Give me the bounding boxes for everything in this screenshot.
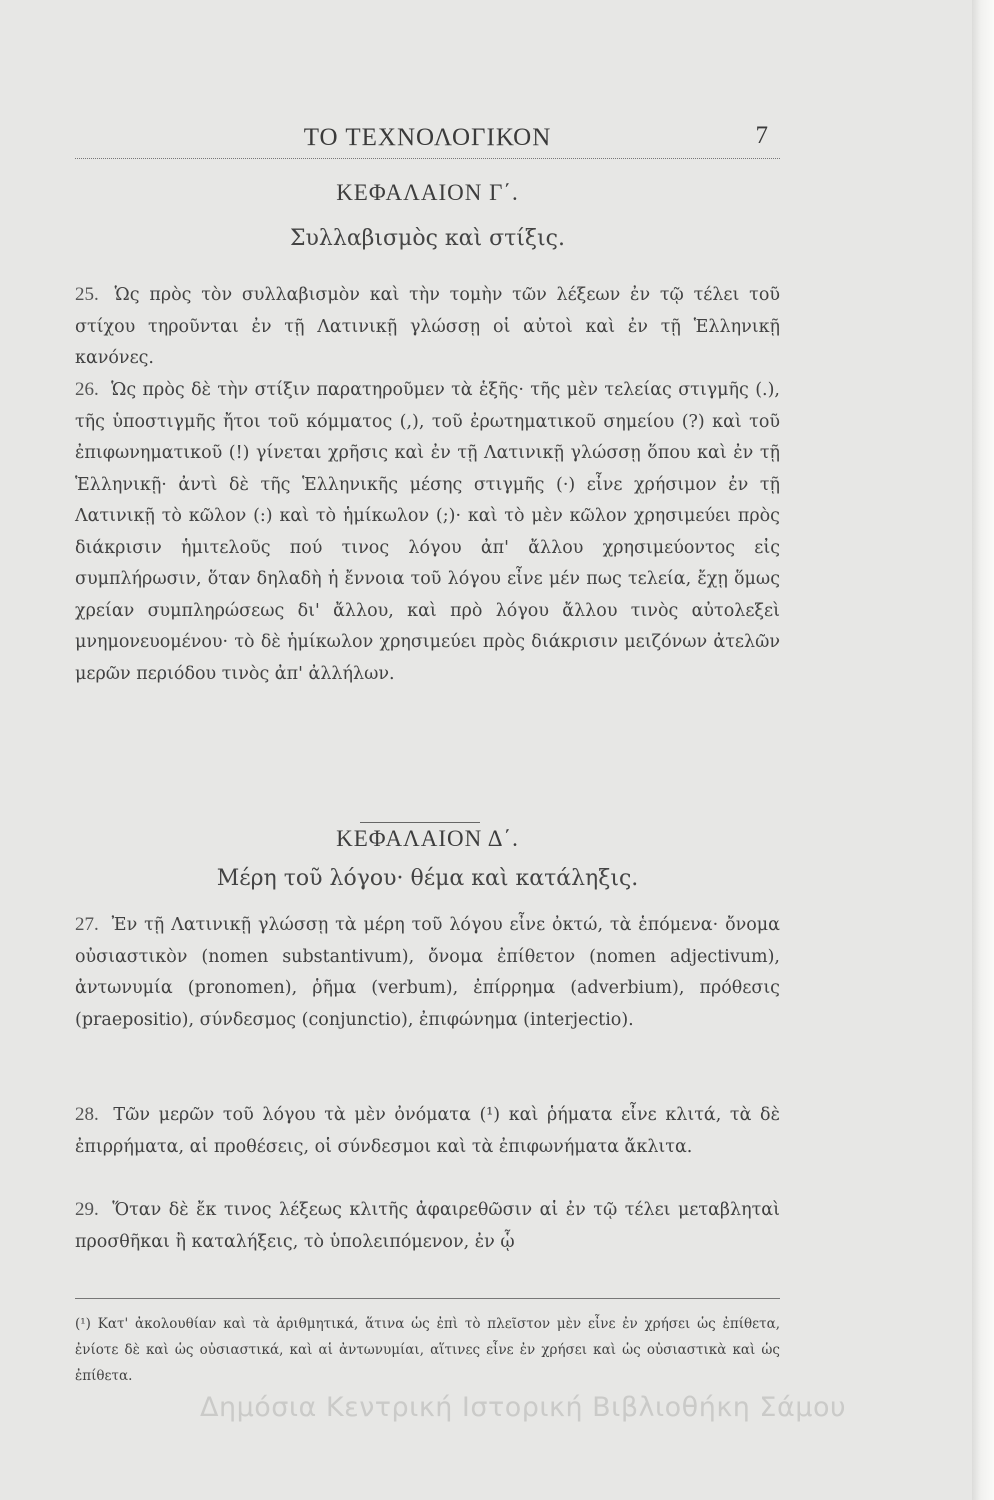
paragraph-number: 26. xyxy=(75,379,99,400)
paragraph-number: 28. xyxy=(75,1104,99,1125)
page-number: 7 xyxy=(755,122,768,149)
chapter-4-heading xyxy=(75,826,780,852)
section-divider xyxy=(360,822,480,823)
library-watermark: Δημόσια Κεντρική Ιστορική Βιβλιοθήκη Σάμου xyxy=(200,1392,847,1423)
paragraph-25 xyxy=(75,279,780,375)
running-header xyxy=(75,122,780,159)
page-edge xyxy=(972,0,994,1500)
paragraph-number: 25. xyxy=(75,284,99,305)
paragraph-text: Τῶν μερῶν τοῦ λόγου τὰ μὲν ὀνόματα (¹) καὶ ῥήματα εἶνε κλιτά, τὰ δὲ ἐπιρρήματα, αἱ προθέσεις, οἱ σύνδεσμοι καὶ τὰ ἐπιφωνήματα ἄκλιτα. xyxy=(75,1105,780,1157)
paragraph-number: 27. xyxy=(75,914,99,935)
paragraph xyxy=(75,1099,780,1163)
paragraph-text: Ὡς πρὸς δὲ τὴν στίξιν παρατηροῦμεν τὰ ἑξῆς· τῆς μὲν τελείας στιγμῆς (.), τῆς ὑποστιγμῆς ἤτοι τοῦ κόμματος (,), τοῦ ἐρωτηματικοῦ σημείου (?) καὶ τοῦ ἐπιφωνηματικοῦ (!) γίνεται χρῆσις καὶ ἐν τῇ Λατινικῇ γλώσσῃ ὅπου καὶ ἐν τῇ Ἑλληνικῇ· ἀντὶ δὲ τῆς Ἑλληνικῆς μέσης στιγμῆς (·) εἶνε χρήσιμον ἐν τῇ Λατινικῇ τὸ κῶλον (:) καὶ τὸ ἡμίκωλον (;)· καὶ τὸ μὲν κῶλον χρησιμεύει πρὸς διάκρισιν ἡμιτελοῦς πού τινος λόγου ἀπ' ἄλλου χρησιμεύοντος εἰς συμπλήρωσιν, ὅταν δηλαδὴ ἡ ἔννοια τοῦ λόγου εἶνε μέν πως τελεία, ἔχῃ ὅμως χρείαν συμπληρώσεως δι' ἄλλου, καὶ πρὸ λόγου ἄλλου τινὸς αὐτολεξεὶ μνημονευομένου· τὸ δὲ ἡμίκωλον χρησιμεύει πρὸς διάκρισιν μειζόνων ἀτελῶν μερῶν περιόδου τινὸς ἀπ' ἀλλήλων. xyxy=(75,380,780,684)
footnote: (¹) Κατ' ἀκολουθίαν καὶ τὰ ἀριθμητικά, ἅτινα ὡς ἐπὶ τὸ πλεῖστον μὲν εἶνε ἐν χρήσει ὡς ἐπίθετα, ἐνίοτε δὲ καὶ ὡς οὐσιαστικά, καὶ αἱ ἀντωνυμίαι, αἵτινες εἶνε ἐν χρήσει καὶ ὡς οὐσιαστικὰ καὶ ὡς ἐπίθετα. xyxy=(75,1298,780,1389)
chapter-4-subtitle-block xyxy=(75,866,780,891)
chapter-heading: ΚΕΦΑΛΑΙΟΝ Δ΄. xyxy=(336,826,519,851)
running-title: ΤΟ ΤΕΧΝΟΛΟΓΙΚΟΝ xyxy=(303,124,552,151)
paragraph-27 xyxy=(75,909,780,1036)
paragraph-number: 29. xyxy=(75,1199,99,1220)
chapter-heading: ΚΕΦΑΛΑΙΟΝ Γ΄. xyxy=(336,180,519,205)
paragraph-text: Ὡς πρὸς τὸν συλλαβισμὸν καὶ τὴν τομὴν τῶν λέξεων ἐν τῷ τέλει τοῦ στίχου τηροῦνται ἐν τῇ Λατινικῇ γλώσσῃ οἱ αὐτοὶ καὶ ἐν τῇ Ἑλληνικῇ κανόνες. xyxy=(75,285,780,368)
paragraph-29 xyxy=(75,1194,780,1258)
paragraph-28 xyxy=(75,1099,780,1163)
chapter-subtitle: Συλλαβισμὸς καὶ στίξις. xyxy=(290,226,565,251)
paragraph-text: Ὅταν δὲ ἔκ τινος λέξεως κλιτῆς ἀφαιρεθῶσιν αἱ ἐν τῷ τέλει μεταβληταὶ προσθῆκαι ἢ καταλήξεις, τὸ ὑπολειπόμενον, ἐν ᾧ xyxy=(75,1200,780,1252)
chapter-3-subtitle-block xyxy=(75,226,780,251)
paragraph xyxy=(75,909,780,1036)
paragraph-text: Ἐν τῇ Λατινικῇ γλώσσῃ τὰ μέρη τοῦ λόγου εἶνε ὀκτώ, τὰ ἑπόμενα· ὄνομα οὐσιαστικὸν (nomen substantivum), ὄνομα ἐπίθετον (nomen adjectivum), ἀντωνυμία (pronomen), ῥῆμα (verbum), ἐπίρρημα (adverbium), πρόθεσις (praepositio), σύνδεσμος (conjunctio), ἐπιφώνημα (interjectio). xyxy=(75,915,780,1030)
chapter-subtitle: Μέρη τοῦ λόγου· θέμα καὶ κατάληξις. xyxy=(216,866,639,891)
paragraph xyxy=(75,374,780,690)
chapter-3-heading xyxy=(75,180,780,206)
paragraph xyxy=(75,279,780,375)
paragraph-26 xyxy=(75,374,780,690)
paragraph xyxy=(75,1194,780,1258)
